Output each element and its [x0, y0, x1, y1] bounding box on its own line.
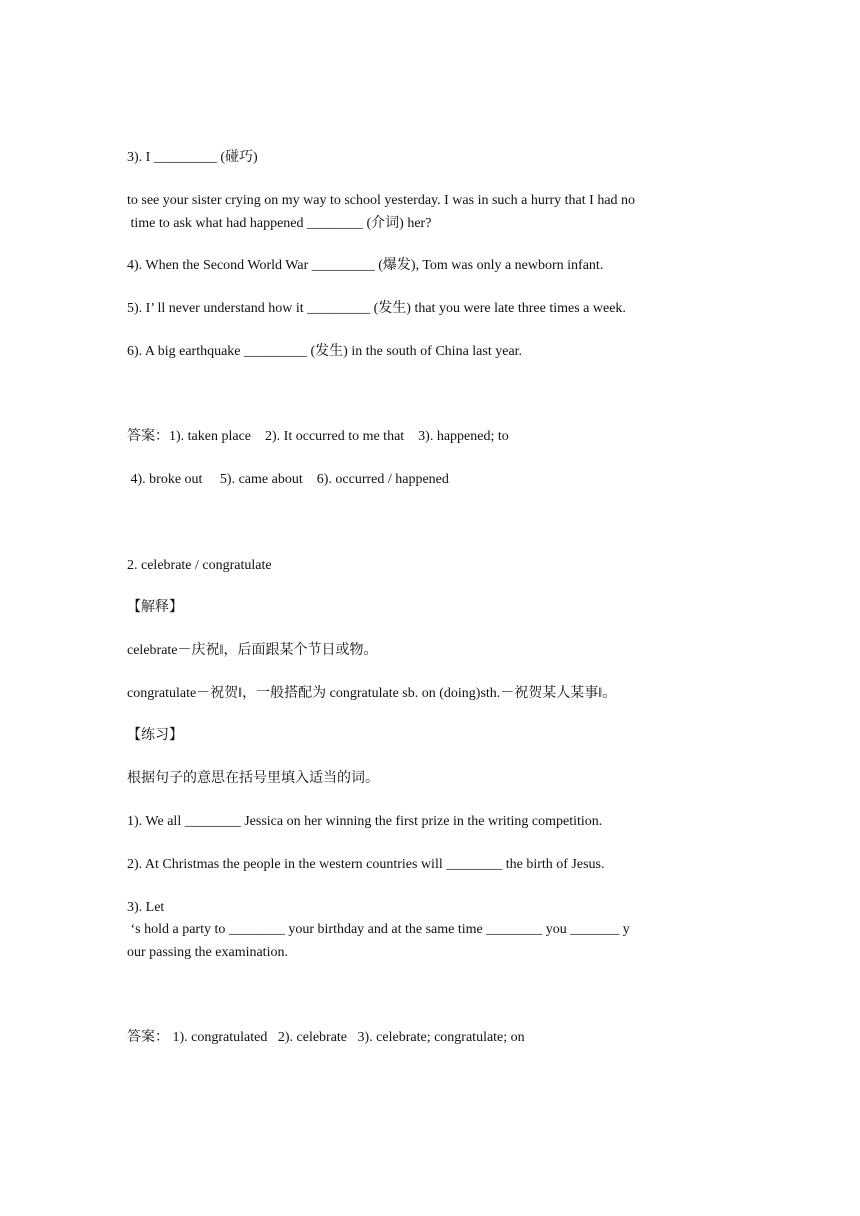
practice-1: 1). We all ________ Jessica on her winning the first prize in the writing competition. — [127, 814, 603, 829]
practice-instruction: 根据句子的意思在括号里填入适当的词。 — [127, 771, 379, 786]
exercise-5: 5). I’ ll never understand how it _________ (发生) that you were late three times a week. — [127, 301, 626, 316]
answer-key-1-line-2: 4). broke out 5). came about 6). occurred / happened — [127, 472, 449, 487]
practice-3-line-1: 3). Let — [127, 900, 165, 915]
explanation-congratulate: congratulate－祝贺‖，一般搭配为 congratulate sb. on (doing)sth.－祝贺某人某事‖。 — [127, 686, 617, 701]
exercise-4: 4). When the Second World War _________ (爆发), Tom was only a newborn infant. — [127, 258, 604, 273]
explanation-heading: 【解释】 — [127, 600, 183, 615]
explanation-celebrate: celebrate－庆祝‖，后面跟某个节日或物。 — [127, 643, 378, 658]
answer-key-2: 答案： 1). congratulated 2). celebrate 3). celebrate; congratulate; on — [127, 1030, 525, 1045]
exercise-3-prompt: 3). I _________ (碰巧) — [127, 150, 258, 165]
practice-2: 2). At Christmas the people in the western countries will ________ the birth of Jesus. — [127, 857, 605, 872]
practice-heading: 【练习】 — [127, 728, 183, 743]
answer-key-1-line-1: 答案：1). taken place 2). It occurred to me that 3). happened; to — [127, 429, 509, 444]
exercise-6: 6). A big earthquake _________ (发生) in the south of China last year. — [127, 344, 523, 359]
practice-3-line-2: ‘s hold a party to ________ your birthday and at the same time ________ you _______ y — [127, 922, 630, 937]
exercise-3-text-line-1: to see your sister crying on my way to school yesterday. I was in such a hurry that I had no — [127, 193, 636, 208]
practice-3-line-3: our passing the examination. — [127, 945, 288, 960]
exercise-3-text-line-2: time to ask what had happened ________ (介词) her? — [127, 216, 432, 231]
section-heading: 2. celebrate / congratulate — [127, 558, 272, 573]
